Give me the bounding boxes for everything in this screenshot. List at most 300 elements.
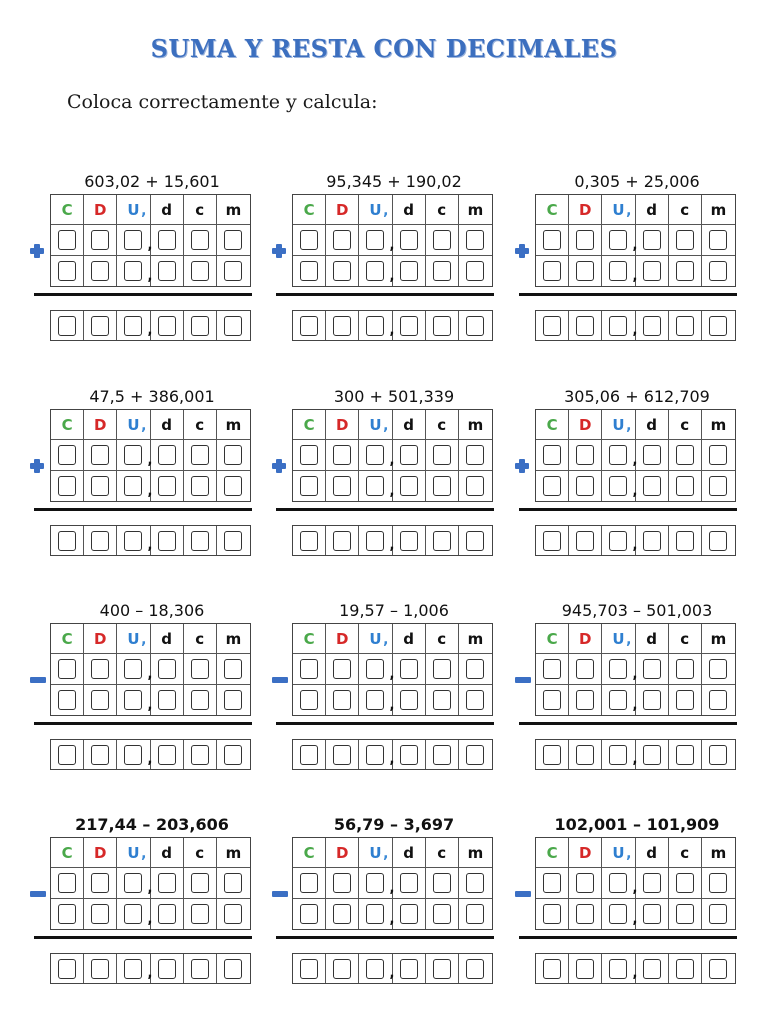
digit-input-box[interactable]	[609, 476, 627, 496]
column-header-label: U	[369, 200, 382, 219]
digit-input-box[interactable]	[124, 476, 142, 496]
digit-input-box[interactable]	[333, 261, 351, 281]
result-digit-box[interactable]	[224, 531, 242, 551]
digit-input-box[interactable]	[366, 230, 384, 250]
digit-input-box[interactable]	[466, 261, 484, 281]
result-cell	[117, 954, 153, 983]
digit-input-box[interactable]	[224, 445, 242, 465]
digit-input-box[interactable]	[609, 904, 627, 924]
digit-input-box[interactable]	[433, 659, 451, 679]
result-digit-box[interactable]	[124, 959, 142, 979]
result-digit-box[interactable]	[676, 531, 694, 551]
digit-input-box[interactable]	[576, 873, 594, 893]
digit-input-box[interactable]	[191, 261, 209, 281]
digit-input-box[interactable]	[191, 445, 209, 465]
digit-input-box[interactable]	[466, 690, 484, 710]
digit-input-box[interactable]	[643, 904, 661, 924]
digit-input-box[interactable]	[643, 261, 661, 281]
digit-input-box[interactable]	[191, 904, 209, 924]
digit-input-box[interactable]	[58, 476, 76, 496]
digit-input-box[interactable]	[709, 445, 727, 465]
operand-cell	[426, 654, 459, 684]
decimal-comma: ,	[147, 966, 153, 981]
column-header	[84, 838, 117, 868]
result-digit-box[interactable]	[576, 316, 594, 336]
operand-cell	[217, 868, 250, 898]
operand-cell	[702, 471, 735, 501]
digit-input-box[interactable]	[191, 476, 209, 496]
operand-cell	[117, 654, 153, 684]
digit-input-box[interactable]	[643, 230, 661, 250]
result-digit-box[interactable]	[191, 745, 209, 765]
digit-input-box[interactable]	[91, 904, 109, 924]
result-digit-box[interactable]	[191, 531, 209, 551]
problem-expression: 603,02 + 15,601	[84, 172, 220, 191]
digit-input-box[interactable]	[433, 476, 451, 496]
result-digit-box[interactable]	[709, 531, 727, 551]
result-cell	[84, 526, 117, 555]
result-digit-box[interactable]	[643, 316, 661, 336]
digit-input-box[interactable]	[300, 659, 318, 679]
digit-input-box[interactable]	[433, 261, 451, 281]
digit-input-box[interactable]	[124, 261, 142, 281]
digit-input-box[interactable]	[333, 690, 351, 710]
result-digit-box[interactable]	[466, 316, 484, 336]
digit-input-box[interactable]	[158, 445, 176, 465]
result-digit-box[interactable]	[433, 745, 451, 765]
digit-input-box[interactable]	[224, 261, 242, 281]
digit-input-box[interactable]	[466, 230, 484, 250]
digit-input-box[interactable]	[433, 873, 451, 893]
result-row	[50, 739, 251, 770]
place-value-table	[50, 194, 251, 287]
result-digit-box[interactable]	[333, 745, 351, 765]
result-digit-box[interactable]	[576, 531, 594, 551]
result-digit-box[interactable]	[158, 316, 176, 336]
digit-input-box[interactable]	[609, 261, 627, 281]
column-header-label: D	[336, 200, 349, 219]
digit-input-box[interactable]	[466, 904, 484, 924]
digit-input-box[interactable]	[400, 904, 418, 924]
result-digit-box[interactable]	[91, 316, 109, 336]
result-digit-box[interactable]	[333, 531, 351, 551]
result-digit-box[interactable]	[609, 959, 627, 979]
digit-input-box[interactable]	[543, 659, 561, 679]
digit-input-box[interactable]	[91, 690, 109, 710]
column-header-label: D	[579, 415, 592, 434]
digit-input-box[interactable]	[91, 261, 109, 281]
digit-input-box[interactable]	[466, 873, 484, 893]
plus-sign-icon	[272, 459, 286, 473]
digit-input-box[interactable]	[466, 445, 484, 465]
digit-input-box[interactable]	[676, 659, 694, 679]
digit-input-box[interactable]	[333, 659, 351, 679]
digit-input-box[interactable]	[643, 445, 661, 465]
digit-input-box[interactable]	[400, 476, 418, 496]
result-digit-box[interactable]	[543, 531, 561, 551]
digit-input-box[interactable]	[576, 690, 594, 710]
decimal-comma: ,	[147, 666, 153, 682]
operand-cell	[217, 440, 250, 470]
digit-input-box[interactable]	[609, 230, 627, 250]
column-header-label: D	[579, 843, 592, 862]
result-digit-box[interactable]	[609, 316, 627, 336]
result-digit-box[interactable]	[576, 959, 594, 979]
result-digit-box[interactable]	[124, 745, 142, 765]
result-cell	[184, 526, 217, 555]
digit-input-box[interactable]	[576, 230, 594, 250]
digit-input-box[interactable]	[58, 230, 76, 250]
digit-input-box[interactable]	[124, 659, 142, 679]
result-digit-box[interactable]	[400, 316, 418, 336]
column-header	[84, 195, 117, 225]
digit-input-box[interactable]	[609, 690, 627, 710]
operand-cell	[151, 654, 184, 684]
digit-input-box[interactable]	[676, 690, 694, 710]
digit-input-box[interactable]	[709, 659, 727, 679]
column-header	[51, 195, 84, 225]
result-digit-box[interactable]	[709, 745, 727, 765]
operand-cell	[359, 899, 395, 929]
operand-cell	[293, 654, 326, 684]
column-header	[51, 624, 84, 654]
operand-cell	[51, 868, 84, 898]
result-cell	[117, 740, 153, 769]
digit-input-box[interactable]	[400, 445, 418, 465]
result-digit-box[interactable]	[366, 316, 384, 336]
digit-input-box[interactable]	[466, 659, 484, 679]
digit-input-box[interactable]	[609, 659, 627, 679]
result-digit-box[interactable]	[433, 316, 451, 336]
column-header-label: m	[225, 200, 242, 219]
column-header	[702, 838, 735, 868]
column-header-label: C	[546, 843, 558, 862]
result-digit-box[interactable]	[643, 745, 661, 765]
digit-input-box[interactable]	[158, 873, 176, 893]
result-digit-box[interactable]	[91, 745, 109, 765]
digit-input-box[interactable]	[643, 659, 661, 679]
result-digit-box[interactable]	[191, 316, 209, 336]
operand-cell	[669, 225, 702, 255]
digit-input-box[interactable]	[466, 476, 484, 496]
column-header	[293, 195, 326, 225]
result-digit-box[interactable]	[333, 316, 351, 336]
digit-input-box[interactable]	[224, 230, 242, 250]
result-line	[34, 936, 252, 939]
digit-input-box[interactable]	[709, 690, 727, 710]
digit-input-box[interactable]	[576, 445, 594, 465]
digit-input-box[interactable]	[576, 904, 594, 924]
digit-input-box[interactable]	[191, 690, 209, 710]
result-cell	[536, 954, 569, 983]
result-digit-box[interactable]	[643, 959, 661, 979]
digit-input-box[interactable]	[643, 690, 661, 710]
plus-sign-icon	[272, 244, 286, 258]
result-digit-box[interactable]	[466, 745, 484, 765]
digit-input-box[interactable]	[300, 873, 318, 893]
operand-cell	[602, 685, 638, 715]
digit-input-box[interactable]	[643, 873, 661, 893]
column-header-label: C	[546, 415, 558, 434]
result-digit-box[interactable]	[158, 745, 176, 765]
digit-input-box[interactable]	[158, 659, 176, 679]
column-header	[569, 838, 602, 868]
digit-input-box[interactable]	[158, 230, 176, 250]
operand-cell	[602, 654, 638, 684]
result-line	[519, 293, 737, 296]
digit-input-box[interactable]	[191, 230, 209, 250]
result-digit-box[interactable]	[466, 531, 484, 551]
digit-input-box[interactable]	[366, 904, 384, 924]
digit-input-box[interactable]	[366, 659, 384, 679]
digit-input-box[interactable]	[58, 690, 76, 710]
result-cell	[636, 740, 669, 769]
result-digit-box[interactable]	[366, 745, 384, 765]
digit-input-box[interactable]	[300, 476, 318, 496]
digit-input-box[interactable]	[224, 873, 242, 893]
digit-input-box[interactable]	[576, 476, 594, 496]
digit-input-box[interactable]	[58, 445, 76, 465]
digit-input-box[interactable]	[543, 904, 561, 924]
digit-input-box[interactable]	[158, 261, 176, 281]
digit-input-box[interactable]	[676, 230, 694, 250]
operand-cell	[536, 440, 569, 470]
digit-input-box[interactable]	[609, 873, 627, 893]
result-digit-box[interactable]	[676, 316, 694, 336]
digit-input-box[interactable]	[676, 476, 694, 496]
result-digit-box[interactable]	[576, 745, 594, 765]
digit-input-box[interactable]	[709, 476, 727, 496]
digit-input-box[interactable]	[433, 904, 451, 924]
problem-expression: 0,305 + 25,006	[574, 172, 700, 191]
result-cell	[393, 526, 426, 555]
digit-input-box[interactable]	[366, 873, 384, 893]
digit-input-box[interactable]	[543, 261, 561, 281]
digit-input-box[interactable]	[58, 659, 76, 679]
column-header	[326, 838, 359, 868]
digit-input-box[interactable]	[709, 873, 727, 893]
digit-input-box[interactable]	[91, 659, 109, 679]
digit-input-box[interactable]	[224, 904, 242, 924]
result-cell	[151, 311, 184, 340]
digit-input-box[interactable]	[433, 230, 451, 250]
digit-input-box[interactable]	[400, 873, 418, 893]
operand-cell	[117, 471, 153, 501]
result-digit-box[interactable]	[543, 959, 561, 979]
result-digit-box[interactable]	[400, 531, 418, 551]
operand-cell	[669, 685, 702, 715]
digit-input-box[interactable]	[124, 904, 142, 924]
result-digit-box[interactable]	[224, 959, 242, 979]
operand-cell	[393, 654, 426, 684]
digit-input-box[interactable]	[543, 476, 561, 496]
result-digit-box[interactable]	[91, 531, 109, 551]
column-header-label: C	[61, 629, 73, 648]
digit-input-box[interactable]	[400, 690, 418, 710]
result-digit-box[interactable]	[191, 959, 209, 979]
decimal-comma: ,	[632, 698, 638, 713]
digit-input-box[interactable]	[124, 230, 142, 250]
result-digit-box[interactable]	[58, 316, 76, 336]
digit-input-box[interactable]	[58, 904, 76, 924]
digit-input-box[interactable]	[366, 476, 384, 496]
digit-input-box[interactable]	[333, 476, 351, 496]
result-digit-box[interactable]	[158, 531, 176, 551]
result-digit-box[interactable]	[433, 531, 451, 551]
result-digit-box[interactable]	[300, 745, 318, 765]
operand-cell	[293, 440, 326, 470]
digit-input-box[interactable]	[333, 445, 351, 465]
result-digit-box[interactable]	[224, 745, 242, 765]
result-cell	[217, 526, 250, 555]
digit-input-box[interactable]	[543, 690, 561, 710]
digit-input-box[interactable]	[300, 261, 318, 281]
digit-input-box[interactable]	[366, 690, 384, 710]
digit-input-box[interactable]	[224, 659, 242, 679]
digit-input-box[interactable]	[124, 690, 142, 710]
column-header	[569, 410, 602, 440]
result-digit-box[interactable]	[366, 531, 384, 551]
operand-cell	[359, 440, 395, 470]
digit-input-box[interactable]	[576, 659, 594, 679]
digit-input-box[interactable]	[676, 445, 694, 465]
result-digit-box[interactable]	[91, 959, 109, 979]
result-digit-box[interactable]	[124, 316, 142, 336]
result-digit-box[interactable]	[333, 959, 351, 979]
digit-input-box[interactable]	[191, 873, 209, 893]
result-digit-box[interactable]	[709, 959, 727, 979]
result-digit-box[interactable]	[466, 959, 484, 979]
result-digit-box[interactable]	[400, 959, 418, 979]
digit-input-box[interactable]	[300, 230, 318, 250]
result-digit-box[interactable]	[158, 959, 176, 979]
result-digit-box[interactable]	[124, 531, 142, 551]
result-cell	[293, 740, 326, 769]
column-header-label: c	[195, 200, 205, 219]
column-header-label: C	[546, 629, 558, 648]
result-digit-box[interactable]	[300, 959, 318, 979]
result-digit-box[interactable]	[400, 745, 418, 765]
digit-input-box[interactable]	[58, 873, 76, 893]
digit-input-box[interactable]	[400, 261, 418, 281]
result-digit-box[interactable]	[543, 745, 561, 765]
digit-input-box[interactable]	[433, 445, 451, 465]
digit-input-box[interactable]	[433, 690, 451, 710]
column-header-label: D	[336, 629, 349, 648]
result-digit-box[interactable]	[58, 745, 76, 765]
problem-expression: 95,345 + 190,02	[326, 172, 462, 191]
result-cell	[636, 526, 669, 555]
digit-input-box[interactable]	[709, 261, 727, 281]
digit-input-box[interactable]	[333, 230, 351, 250]
digit-input-box[interactable]	[676, 904, 694, 924]
operand-cell	[326, 225, 359, 255]
result-digit-box[interactable]	[58, 531, 76, 551]
operand-cell	[426, 256, 459, 286]
digit-input-box[interactable]	[224, 476, 242, 496]
result-digit-box[interactable]	[543, 316, 561, 336]
digit-input-box[interactable]	[91, 445, 109, 465]
digit-input-box[interactable]	[576, 261, 594, 281]
digit-input-box[interactable]	[91, 476, 109, 496]
result-digit-box[interactable]	[366, 959, 384, 979]
column-header	[536, 410, 569, 440]
result-digit-box[interactable]	[676, 959, 694, 979]
operand-cell	[184, 256, 217, 286]
result-digit-box[interactable]	[609, 531, 627, 551]
digit-input-box[interactable]	[366, 445, 384, 465]
digit-input-box[interactable]	[709, 904, 727, 924]
digit-input-box[interactable]	[91, 230, 109, 250]
column-header	[536, 195, 569, 225]
column-header	[426, 624, 459, 654]
result-digit-box[interactable]	[433, 959, 451, 979]
digit-input-box[interactable]	[124, 445, 142, 465]
operand-cell	[602, 471, 638, 501]
operand-cell	[117, 868, 153, 898]
result-digit-box[interactable]	[676, 745, 694, 765]
column-header-label: m	[467, 629, 484, 648]
result-line	[34, 293, 252, 296]
column-header-label: d	[161, 415, 172, 434]
digit-input-box[interactable]	[158, 904, 176, 924]
digit-input-box[interactable]	[191, 659, 209, 679]
digit-input-box[interactable]	[643, 476, 661, 496]
digit-input-box[interactable]	[300, 445, 318, 465]
header-decimal-comma: ,	[626, 203, 632, 220]
digit-input-box[interactable]	[609, 445, 627, 465]
result-cell	[636, 954, 669, 983]
result-cell	[459, 954, 492, 983]
digit-input-box[interactable]	[91, 873, 109, 893]
digit-input-box[interactable]	[333, 904, 351, 924]
digit-input-box[interactable]	[543, 445, 561, 465]
column-header	[393, 838, 426, 868]
result-digit-box[interactable]	[609, 745, 627, 765]
digit-input-box[interactable]	[400, 230, 418, 250]
digit-input-box[interactable]	[676, 873, 694, 893]
digit-input-box[interactable]	[158, 476, 176, 496]
operand-cell	[326, 654, 359, 684]
result-digit-box[interactable]	[58, 959, 76, 979]
digit-input-box[interactable]	[300, 690, 318, 710]
digit-input-box[interactable]	[676, 261, 694, 281]
digit-input-box[interactable]	[543, 230, 561, 250]
digit-input-box[interactable]	[124, 873, 142, 893]
operand-cell	[293, 256, 326, 286]
minus-sign-icon	[272, 673, 286, 687]
result-digit-box[interactable]	[709, 316, 727, 336]
decimal-comma: ,	[147, 484, 153, 499]
digit-input-box[interactable]	[224, 690, 242, 710]
result-digit-box[interactable]	[224, 316, 242, 336]
column-header-label: C	[61, 200, 73, 219]
digit-input-box[interactable]	[709, 230, 727, 250]
operand-cell	[669, 256, 702, 286]
digit-input-box[interactable]	[58, 261, 76, 281]
result-digit-box[interactable]	[300, 316, 318, 336]
digit-input-box[interactable]	[158, 690, 176, 710]
result-digit-box[interactable]	[300, 531, 318, 551]
column-header	[293, 624, 326, 654]
place-value-table	[535, 837, 736, 930]
digit-input-box[interactable]	[543, 873, 561, 893]
digit-input-box[interactable]	[366, 261, 384, 281]
digit-input-box[interactable]	[400, 659, 418, 679]
result-digit-box[interactable]	[643, 531, 661, 551]
digit-input-box[interactable]	[300, 904, 318, 924]
digit-input-box[interactable]	[333, 873, 351, 893]
